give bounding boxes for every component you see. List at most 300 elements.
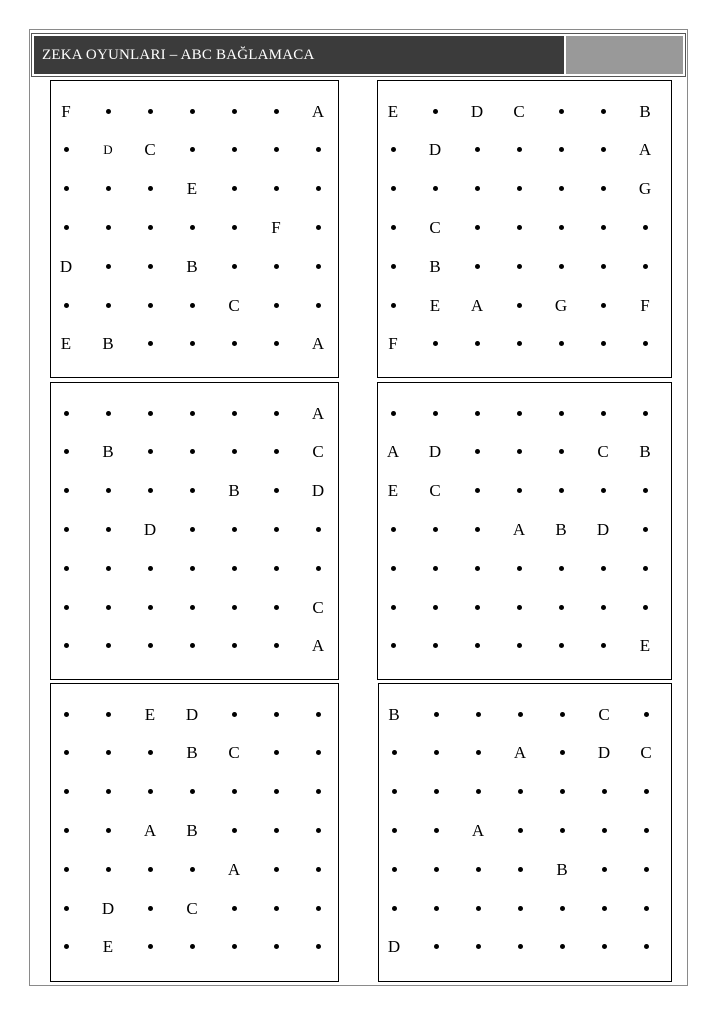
grid-dot bbox=[264, 595, 288, 619]
grid-dot bbox=[507, 401, 531, 425]
grid-dot bbox=[180, 517, 204, 541]
grid-letter: A bbox=[227, 859, 241, 879]
grid-dot bbox=[507, 556, 531, 580]
grid-dot bbox=[381, 215, 405, 239]
grid-letter: E bbox=[429, 295, 441, 315]
grid-dot bbox=[508, 702, 532, 726]
grid-dot bbox=[507, 254, 531, 278]
grid-dot bbox=[180, 780, 204, 804]
grid-letter: A bbox=[513, 743, 527, 763]
grid-letter: E bbox=[102, 937, 114, 957]
grid-dot bbox=[423, 401, 447, 425]
grid-dot bbox=[54, 293, 78, 317]
grid-dot bbox=[54, 215, 78, 239]
grid-letter: F bbox=[61, 101, 71, 121]
grid-dot bbox=[591, 595, 615, 619]
grid-dot bbox=[549, 595, 573, 619]
grid-letter: A bbox=[143, 820, 157, 840]
grid-dot bbox=[633, 595, 657, 619]
grid-dot bbox=[466, 780, 490, 804]
grid-dot bbox=[549, 138, 573, 162]
grid-dot bbox=[633, 517, 657, 541]
grid-letter: D bbox=[428, 442, 442, 462]
grid-dot bbox=[591, 99, 615, 123]
grid-dot bbox=[222, 215, 246, 239]
grid-dot bbox=[465, 138, 489, 162]
grid-dot bbox=[180, 595, 204, 619]
grid-dot bbox=[423, 332, 447, 356]
grid-dot bbox=[264, 293, 288, 317]
grid-dot bbox=[96, 479, 120, 503]
grid-letter: F bbox=[640, 295, 650, 315]
grid-dot bbox=[550, 818, 574, 842]
grid-dot bbox=[222, 177, 246, 201]
grid-dot bbox=[549, 177, 573, 201]
grid-dot bbox=[54, 935, 78, 959]
grid-dot bbox=[54, 595, 78, 619]
grid-letter: C bbox=[228, 743, 240, 763]
grid-dot bbox=[54, 780, 78, 804]
grid-dot bbox=[54, 177, 78, 201]
grid-dot bbox=[306, 215, 330, 239]
grid-dot bbox=[180, 138, 204, 162]
grid-dot bbox=[634, 935, 658, 959]
grid-dot bbox=[592, 857, 616, 881]
grid-letter: C bbox=[312, 442, 324, 462]
grid-letter: B bbox=[102, 442, 114, 462]
grid-dot bbox=[592, 896, 616, 920]
grid-dot bbox=[507, 293, 531, 317]
grid-dot bbox=[591, 215, 615, 239]
grid-dot bbox=[222, 595, 246, 619]
grid-letter: A bbox=[311, 334, 325, 354]
grid-letter: F bbox=[271, 217, 281, 237]
grid-dot bbox=[264, 177, 288, 201]
grid-dot bbox=[96, 857, 120, 881]
grid-letter: A bbox=[311, 101, 325, 121]
grid-dot bbox=[466, 896, 490, 920]
grid-letter: C bbox=[429, 481, 441, 501]
grid-dot bbox=[465, 254, 489, 278]
grid-dot bbox=[264, 634, 288, 658]
grid-letter: D bbox=[311, 481, 325, 501]
grid-letter: E bbox=[387, 481, 399, 501]
grid-dot bbox=[306, 818, 330, 842]
grid-dot bbox=[424, 857, 448, 881]
grid-dot bbox=[54, 896, 78, 920]
grid-dot bbox=[591, 138, 615, 162]
grid-dot bbox=[592, 818, 616, 842]
grid-dot bbox=[381, 138, 405, 162]
grid-dot bbox=[550, 741, 574, 765]
grid-letter: D bbox=[597, 743, 611, 763]
header-color-block bbox=[566, 36, 683, 74]
grid-dot bbox=[138, 401, 162, 425]
grid-dot bbox=[633, 254, 657, 278]
grid-letter: A bbox=[311, 636, 325, 656]
grid-dot bbox=[424, 780, 448, 804]
grid-letter: C bbox=[513, 101, 525, 121]
grid-dot bbox=[466, 935, 490, 959]
grid-dot bbox=[54, 440, 78, 464]
grid-dot bbox=[592, 780, 616, 804]
puzzle-grid-4 bbox=[377, 382, 672, 680]
grid-dot bbox=[264, 99, 288, 123]
grid-letter: B bbox=[102, 334, 114, 354]
grid-letter: C bbox=[429, 217, 441, 237]
grid-dot bbox=[550, 896, 574, 920]
grid-dot bbox=[222, 517, 246, 541]
grid-dot bbox=[222, 702, 246, 726]
grid-dot bbox=[264, 741, 288, 765]
grid-letter: C bbox=[598, 704, 610, 724]
grid-letter: F bbox=[388, 334, 398, 354]
grid-dot bbox=[508, 935, 532, 959]
grid-dot bbox=[465, 595, 489, 619]
grid-dot bbox=[381, 401, 405, 425]
grid-dot bbox=[306, 935, 330, 959]
grid-letter: D bbox=[428, 140, 442, 160]
grid-dot bbox=[222, 634, 246, 658]
grid-dot bbox=[466, 857, 490, 881]
grid-dot bbox=[96, 780, 120, 804]
grid-letter: E bbox=[60, 334, 72, 354]
grid-dot bbox=[465, 401, 489, 425]
grid-dot bbox=[382, 780, 406, 804]
grid-dot bbox=[508, 780, 532, 804]
grid-letter: D bbox=[596, 519, 610, 539]
grid-letter: C bbox=[228, 295, 240, 315]
grid-dot bbox=[138, 177, 162, 201]
grid-dot bbox=[550, 780, 574, 804]
grid-dot bbox=[507, 138, 531, 162]
grid-dot bbox=[264, 254, 288, 278]
grid-dot bbox=[54, 702, 78, 726]
grid-dot bbox=[54, 138, 78, 162]
grid-dot bbox=[591, 332, 615, 356]
grid-dot bbox=[382, 857, 406, 881]
grid-dot bbox=[549, 332, 573, 356]
grid-dot bbox=[634, 818, 658, 842]
grid-letter: E bbox=[639, 636, 651, 656]
grid-dot bbox=[381, 556, 405, 580]
grid-dot bbox=[138, 741, 162, 765]
grid-dot bbox=[591, 401, 615, 425]
grid-dot bbox=[222, 935, 246, 959]
grid-dot bbox=[222, 556, 246, 580]
grid-dot bbox=[96, 634, 120, 658]
grid-dot bbox=[54, 479, 78, 503]
grid-dot bbox=[180, 634, 204, 658]
grid-dot bbox=[264, 332, 288, 356]
grid-dot bbox=[138, 440, 162, 464]
grid-dot bbox=[465, 517, 489, 541]
grid-dot bbox=[423, 556, 447, 580]
grid-dot bbox=[180, 479, 204, 503]
grid-dot bbox=[591, 479, 615, 503]
grid-letter: B bbox=[639, 442, 651, 462]
grid-dot bbox=[138, 479, 162, 503]
grid-dot bbox=[633, 556, 657, 580]
grid-dot bbox=[465, 177, 489, 201]
grid-dot bbox=[634, 896, 658, 920]
grid-dot bbox=[423, 99, 447, 123]
grid-dot bbox=[180, 440, 204, 464]
grid-dot bbox=[264, 517, 288, 541]
grid-dot bbox=[466, 741, 490, 765]
grid-dot bbox=[54, 857, 78, 881]
grid-dot bbox=[138, 780, 162, 804]
grid-dot bbox=[306, 896, 330, 920]
grid-dot bbox=[222, 440, 246, 464]
grid-letter: B bbox=[388, 704, 400, 724]
grid-dot bbox=[264, 818, 288, 842]
grid-letter: B bbox=[555, 519, 567, 539]
grid-dot bbox=[591, 556, 615, 580]
grid-dot bbox=[180, 556, 204, 580]
grid-letter: E bbox=[144, 704, 156, 724]
grid-dot bbox=[264, 780, 288, 804]
grid-dot bbox=[381, 517, 405, 541]
grid-dot bbox=[96, 254, 120, 278]
grid-dot bbox=[549, 254, 573, 278]
grid-letter: A bbox=[311, 403, 325, 423]
grid-dot bbox=[591, 634, 615, 658]
grid-letter: A bbox=[470, 295, 484, 315]
grid-dot bbox=[423, 517, 447, 541]
grid-dot bbox=[222, 254, 246, 278]
grid-letter: B bbox=[186, 820, 198, 840]
grid-dot bbox=[96, 595, 120, 619]
grid-dot bbox=[264, 556, 288, 580]
grid-dot bbox=[96, 702, 120, 726]
grid-dot bbox=[424, 702, 448, 726]
grid-dot bbox=[54, 556, 78, 580]
grid-dot bbox=[180, 99, 204, 123]
grid-letter: D bbox=[101, 898, 115, 918]
grid-dot bbox=[423, 177, 447, 201]
grid-letter: D bbox=[103, 142, 113, 158]
grid-dot bbox=[549, 556, 573, 580]
grid-dot bbox=[633, 479, 657, 503]
grid-dot bbox=[264, 440, 288, 464]
grid-dot bbox=[591, 293, 615, 317]
grid-dot bbox=[54, 517, 78, 541]
grid-dot bbox=[306, 517, 330, 541]
grid-dot bbox=[306, 741, 330, 765]
grid-letter: B bbox=[186, 256, 198, 276]
grid-dot bbox=[138, 857, 162, 881]
grid-dot bbox=[634, 780, 658, 804]
grid-dot bbox=[381, 177, 405, 201]
grid-dot bbox=[264, 138, 288, 162]
grid-letter: B bbox=[556, 859, 568, 879]
grid-dot bbox=[264, 401, 288, 425]
grid-letter: C bbox=[186, 898, 198, 918]
grid-dot bbox=[549, 401, 573, 425]
grid-letter: D bbox=[143, 519, 157, 539]
grid-dot bbox=[508, 818, 532, 842]
grid-dot bbox=[264, 857, 288, 881]
grid-dot bbox=[382, 896, 406, 920]
puzzle-grid-2 bbox=[377, 80, 672, 378]
grid-dot bbox=[138, 556, 162, 580]
grid-dot bbox=[549, 99, 573, 123]
grid-letter: A bbox=[638, 140, 652, 160]
grid-dot bbox=[222, 780, 246, 804]
grid-dot bbox=[508, 857, 532, 881]
puzzle-grid-3 bbox=[50, 382, 339, 680]
grid-dot bbox=[96, 741, 120, 765]
header-bar bbox=[31, 33, 686, 77]
grid-letter: B bbox=[639, 101, 651, 121]
grid-dot bbox=[465, 479, 489, 503]
grid-dot bbox=[138, 254, 162, 278]
grid-dot bbox=[382, 741, 406, 765]
grid-dot bbox=[222, 332, 246, 356]
grid-dot bbox=[96, 99, 120, 123]
grid-dot bbox=[138, 595, 162, 619]
grid-dot bbox=[306, 702, 330, 726]
grid-letter: D bbox=[470, 101, 484, 121]
grid-dot bbox=[264, 896, 288, 920]
grid-dot bbox=[382, 818, 406, 842]
grid-letter: E bbox=[387, 101, 399, 121]
grid-dot bbox=[180, 332, 204, 356]
grid-dot bbox=[634, 702, 658, 726]
grid-dot bbox=[306, 254, 330, 278]
grid-letter: D bbox=[59, 256, 73, 276]
grid-dot bbox=[264, 935, 288, 959]
grid-dot bbox=[180, 935, 204, 959]
grid-letter: C bbox=[597, 442, 609, 462]
grid-dot bbox=[507, 634, 531, 658]
grid-dot bbox=[222, 896, 246, 920]
grid-dot bbox=[138, 634, 162, 658]
grid-dot bbox=[180, 215, 204, 239]
grid-dot bbox=[507, 332, 531, 356]
grid-dot bbox=[306, 857, 330, 881]
grid-dot bbox=[549, 634, 573, 658]
grid-dot bbox=[507, 177, 531, 201]
grid-dot bbox=[465, 215, 489, 239]
grid-dot bbox=[306, 556, 330, 580]
grid-dot bbox=[138, 215, 162, 239]
grid-dot bbox=[96, 401, 120, 425]
grid-dot bbox=[423, 634, 447, 658]
grid-dot bbox=[633, 401, 657, 425]
grid-dot bbox=[381, 293, 405, 317]
grid-dot bbox=[633, 332, 657, 356]
grid-dot bbox=[138, 293, 162, 317]
grid-letter: B bbox=[228, 481, 240, 501]
grid-dot bbox=[466, 702, 490, 726]
grid-letter: A bbox=[471, 820, 485, 840]
grid-letter: D bbox=[185, 704, 199, 724]
page-title: ZEKA OYUNLARI – ABC BAĞLAMACA bbox=[34, 36, 564, 74]
grid-dot bbox=[138, 935, 162, 959]
grid-letter: G bbox=[638, 179, 652, 199]
grid-dot bbox=[54, 634, 78, 658]
grid-dot bbox=[465, 440, 489, 464]
grid-letter: C bbox=[144, 140, 156, 160]
grid-dot bbox=[96, 556, 120, 580]
grid-dot bbox=[96, 293, 120, 317]
grid-dot bbox=[591, 177, 615, 201]
grid-letter: A bbox=[386, 442, 400, 462]
grid-dot bbox=[264, 702, 288, 726]
grid-dot bbox=[424, 741, 448, 765]
grid-dot bbox=[507, 215, 531, 239]
grid-dot bbox=[222, 401, 246, 425]
grid-letter: A bbox=[512, 519, 526, 539]
grid-dot bbox=[381, 254, 405, 278]
puzzle-grid-1 bbox=[50, 80, 339, 378]
grid-dot bbox=[138, 332, 162, 356]
grid-dot bbox=[507, 479, 531, 503]
grid-dot bbox=[549, 215, 573, 239]
grid-dot bbox=[306, 293, 330, 317]
grid-dot bbox=[633, 215, 657, 239]
grid-letter: C bbox=[640, 743, 652, 763]
grid-dot bbox=[549, 479, 573, 503]
puzzle-grid-5 bbox=[50, 683, 339, 982]
grid-dot bbox=[423, 595, 447, 619]
grid-dot bbox=[550, 702, 574, 726]
grid-dot bbox=[424, 935, 448, 959]
grid-dot bbox=[465, 332, 489, 356]
grid-dot bbox=[138, 896, 162, 920]
grid-dot bbox=[381, 595, 405, 619]
grid-dot bbox=[465, 556, 489, 580]
grid-dot bbox=[465, 634, 489, 658]
grid-dot bbox=[549, 440, 573, 464]
grid-letter: B bbox=[429, 256, 441, 276]
grid-dot bbox=[54, 741, 78, 765]
grid-dot bbox=[138, 99, 162, 123]
grid-dot bbox=[306, 780, 330, 804]
grid-dot bbox=[634, 857, 658, 881]
grid-dot bbox=[507, 595, 531, 619]
grid-dot bbox=[96, 215, 120, 239]
grid-dot bbox=[222, 138, 246, 162]
grid-dot bbox=[222, 818, 246, 842]
grid-dot bbox=[264, 479, 288, 503]
grid-dot bbox=[96, 177, 120, 201]
grid-dot bbox=[180, 401, 204, 425]
grid-dot bbox=[306, 177, 330, 201]
grid-dot bbox=[96, 818, 120, 842]
grid-dot bbox=[96, 517, 120, 541]
grid-dot bbox=[592, 935, 616, 959]
grid-letter: C bbox=[312, 597, 324, 617]
grid-dot bbox=[507, 440, 531, 464]
grid-dot bbox=[54, 401, 78, 425]
grid-dot bbox=[306, 138, 330, 162]
grid-dot bbox=[591, 254, 615, 278]
puzzle-grid-6 bbox=[378, 683, 672, 982]
grid-dot bbox=[180, 857, 204, 881]
grid-letter: G bbox=[554, 295, 568, 315]
grid-dot bbox=[508, 896, 532, 920]
grid-letter: E bbox=[186, 179, 198, 199]
grid-dot bbox=[550, 935, 574, 959]
grid-letter: B bbox=[186, 743, 198, 763]
grid-dot bbox=[424, 818, 448, 842]
grid-dot bbox=[381, 634, 405, 658]
grid-dot bbox=[180, 293, 204, 317]
grid-dot bbox=[54, 818, 78, 842]
